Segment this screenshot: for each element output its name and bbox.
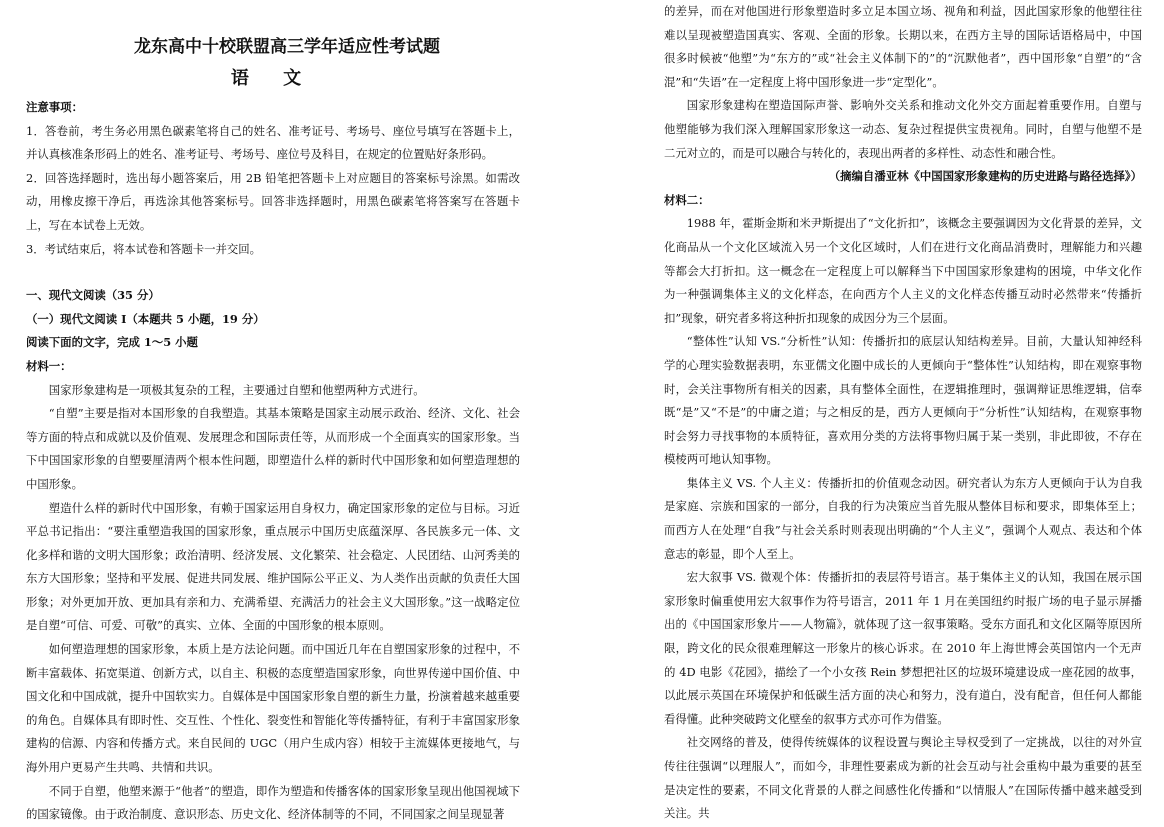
material-two-label: 材料二：	[664, 192, 710, 207]
paragraph: 的差异，而在对他国进行形象塑造时多立足本国立场、视角和利益，因此国家形象的他塑往往难以呈现被塑造国真实、客观、全面的形象。长期以来，在西方主导的国际话语格局中，中国很多时候被“他塑”为“东方的”或“社会主义体制下的”的“沉默他者”，西中国形象“自塑”的“含混”和“失语”在一定程度上将中国形象进一步“定型化”。	[664, 4, 1142, 89]
section-heading: 一、现代文阅读（35 分）	[26, 288, 160, 303]
note-item: 2．回答选择题时，选出每小题答案后，用 2B 铅笔把答题卡上对应题目的答案标号涂黑。如需改动，用橡皮擦干净后，再选涂其他答案标号。回答非选择题时，用黑色碳素笔将答案写在答题卡上，写在本试卷上无效。	[26, 170, 520, 232]
paragraph: 国家形象建构是一项极其复杂的工程，主要通过自塑和他塑两种方式进行。	[48, 382, 425, 397]
left-column	[26, 0, 520, 827]
paragraph: 宏大叙事 VS. 微观个体：传播折扣的表层符号语言。基于集体主义的认知，我国在展示国家形象时偏重使用宏大叙事作为符号语言，2011 年 1 月在美国纽约时报广场的电子显示屏播出的《中国国家形象片——人物篇》，就体现了这一叙事策略。受东方面孔和文化区隔等原因所限，跨文化的民众很难理解这一形象片的核心诉求。在 2010 年上海世博会英国馆内一个无声的 4D 电影《花园》，描绘了一个小女孩 Rein 梦想把社区的垃圾环境建设成一座花园的故事，以此展示英国在环境保护和低碳生活方面的决心和努力，没有道白，没有配音，但任何人都能看得懂。此种突破跨文化壁垒的叙事方式亦可作为借鉴。	[664, 570, 1142, 726]
note-item: 1．答卷前，考生务必用黑色碳素笔将自己的姓名、准考证号、考场号、座位号填写在答题卡上，并认真核准条形码上的姓名、准考证号、考场号、座位号及科目，在规定的位置贴好条形码。	[26, 123, 520, 162]
source-citation: （摘编自潘亚林《中国国家形象建构的历史进路与路径选择》）	[828, 169, 1142, 184]
paragraph: 国家形象建构在塑造国际声誉、影响外交关系和推动文化外交方面起着重要作用。自塑与他塑能够为我们深入理解国家形象这一动态、复杂过程提供宝贵视角。同时，自塑与他塑不是二元对立的，而是可以融合与转化的，表现出两者的多样性、动态性和融合性。	[664, 98, 1142, 160]
material-one-label: 材料一：	[26, 358, 72, 373]
reading-instruction: 阅读下面的文字，完成 1～5 小题	[26, 335, 198, 350]
exam-title: 龙东高中十校联盟高三学年适应性考试题	[134, 37, 440, 57]
right-column	[664, 0, 1142, 826]
paragraph: 不同于自塑，他塑来源于“他者”的塑造，即作为塑造和传播客体的国家形象呈现出他国视域下的国家镜像。由于政治制度、意识形态、历史文化、经济体制等的不同，不同国家之间呈现显著	[26, 783, 520, 822]
note-item: 3．考试结束后，将本试卷和答题卡一并交回。	[26, 241, 262, 256]
subject-title: 语 文	[230, 68, 316, 89]
paragraph: “整体性”认知 VS.“分析性”认知：传播折扣的底层认知结构差异。目前，大量认知神经科学的心理实验数据表明，东亚儒文化圈中成长的人更倾向于“整体性”认知结构，即在观察事物时，会关注事物所有相关的因素，具有整体全面性，在逻辑推理时，强调辩证思维逻辑，信奉既“是”又“不是”的中庸之道；与之相反的是，西方人更倾向于“分析性”认知结构，在观察事物时会努力寻找事物的本质特征，喜欢用分类的方法将事物归属于某一类别，非此即彼，不存在模棱两可地认知事物。	[664, 334, 1142, 467]
paragraph: 社交网络的普及，使得传统媒体的议程设置与舆论主导权受到了一定挑战，以往的对外宣传往往强调“以理服人”，而如今，非理性要素成为新的社会互动与社会重构中最为重要的甚至是决定性的要素，不同文化背景的人群之间感性化传播和“以情服人”在国际传播中越来越受到关注。共	[664, 735, 1142, 821]
sub-section-heading: （一）现代文阅读 I（本题共 5 小题，19 分）	[26, 311, 265, 326]
paragraph: 集体主义 VS. 个人主义：传播折扣的价值观念动因。研究者认为东方人更倾向于认为自我是家庭、宗族和国家的一部分，自我的行为决策应当首先服从整体目标和要求，即集体至上；而西方人在处理“自我”与社会关系时则表现出明确的“个人主义”，强调个人观点、表达和个体意志的彰显，即个人至上。	[664, 475, 1142, 561]
notes-heading: 注意事项：	[26, 100, 83, 114]
paragraph: 塑造什么样的新时代中国形象，有赖于国家运用自身权力，确定国家形象的定位与目标。习近平总书记指出：“要注重塑造我国的国家形象，重点展示中国历史底蕴深厚、各民族多元一体、文化多样和谐的文明大国形象；政治清明、经济发展、文化繁荣、社会稳定、人民团结、山河秀美的东方大国形象；坚持和平发展、促进共同发展、维护国际公平正义、为人类作出贡献的负责任大国形象；对外更加开放、更加具有亲和力、充满希望、充满活力的社会主义大国形象。”这一战略定位是自塑“可信、可爱、可敬”的真实、立体、全面的中国形象的根本原则。	[26, 500, 520, 633]
paragraph: 1988 年，霍斯金斯和米尹斯提出了“文化折扣”，该概念主要强调因为文化背景的差异，文化商品从一个文化区域流入另一个文化区域时，人们在进行文化商品消费时，理解能力和兴趣等都会大打折扣。这一概念在一定程度上可以解释当下中国国家形象建构的困境，中华文化作为一种强调集体主义的文化样态，在向西方个人主义的文化样态传播互动时必然带来“传播折扣”现象，研究者多将这种折扣现象的成因分为三个层面。	[664, 216, 1142, 325]
paragraph: 如何塑造理想的国家形象，本质上是方法论问题。而中国近几年在自塑国家形象的过程中，不断丰富载体、拓宽渠道、创新方式，以自主、积极的态度塑造国家形象，向世界传递中国价值、中国文化和中国成就，提升中国软实力。自媒体是中国国家形象自塑的新生力量，扮演着越来越重要的角色。自媒体具有即时性、交互性、个性化、裂变性和智能化等传播特征，有利于丰富国家形象建构的信源、内容和传播方式。来自民间的 UGC（用户生成内容）相较于主流媒体更接地气，与海外用户更易产生共鸣、共情和共识。	[26, 642, 520, 775]
paragraph: “自塑”主要是指对本国形象的自我塑造。其基本策略是国家主动展示政治、经济、文化、社会等方面的特点和成就以及价值观、发展理念和国际责任等，从而形成一个全面真实的国家形象。当下中国国家形象的自塑要厘清两个根本性问题，即塑造什么样的新时代中国形象和如何塑造理想的中国形象。	[26, 406, 520, 491]
